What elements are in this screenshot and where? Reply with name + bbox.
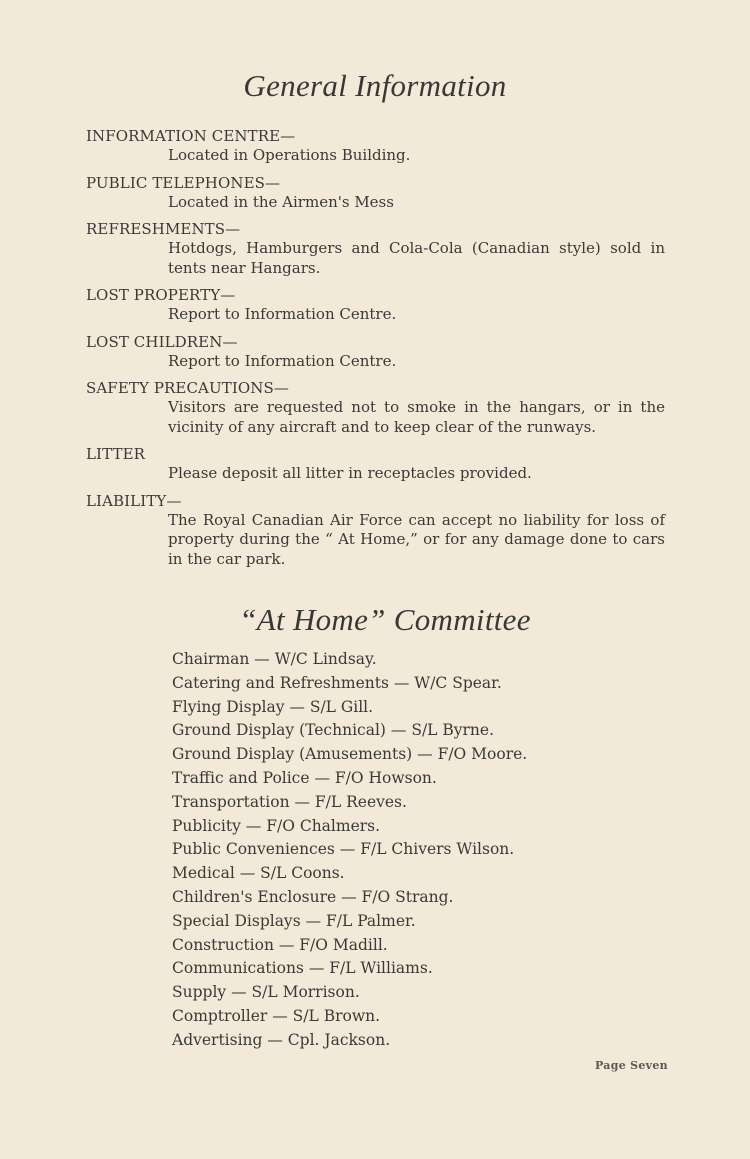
- section-heading: LITTER: [86, 445, 146, 463]
- info-section-information-centre: [86, 127, 686, 166]
- info-section-liability: [86, 492, 686, 570]
- committee-list: [172, 648, 672, 1053]
- committee-member: Publicity — F/O Chalmers.: [172, 816, 381, 835]
- committee-member: Construction — F/O Madill.: [172, 935, 388, 954]
- committee-member: Comptroller — S/L Brown.: [172, 1006, 381, 1025]
- info-section-safety-precautions: [86, 379, 686, 437]
- section-body: Hotdogs, Hamburgers and Cola-Cola (Canadian style) sold in tents near Hangars.: [168, 239, 665, 277]
- committee-member: Transportation — F/L Reeves.: [172, 792, 407, 811]
- section-body: Visitors are requested not to smoke in the hangars, or in the vicinity of any aircraft and to keep clear of the runways.: [168, 398, 665, 436]
- section-heading: SAFETY PRECAUTIONS—: [86, 379, 289, 397]
- committee-title: “At Home” Committee: [239, 602, 531, 637]
- general-information-list: [86, 127, 686, 577]
- committee-member: Special Displays — F/L Palmer.: [172, 911, 416, 930]
- info-section-public-telephones: [86, 174, 686, 213]
- section-heading: LOST CHILDREN—: [86, 332, 238, 351]
- section-heading: LIABILITY—: [86, 491, 182, 510]
- committee-member: Public Conveniences — F/L Chivers Wilson.: [172, 840, 515, 859]
- committee-member: Ground Display (Technical) — S/L Byrne.: [172, 721, 495, 740]
- section-body: Report to Information Centre.: [168, 305, 397, 323]
- section-body: Located in Operations Building.: [168, 146, 411, 164]
- committee-member: Flying Display — S/L Gill.: [172, 697, 374, 716]
- section-body: Please deposit all litter in receptacles provided.: [168, 464, 532, 482]
- section-heading: REFRESHMENTS—: [86, 220, 241, 238]
- section-body: Report to Information Centre.: [168, 351, 397, 370]
- committee-member: Medical — S/L Coons.: [172, 864, 345, 883]
- info-section-refreshments: [86, 220, 686, 278]
- info-section-litter: [86, 445, 686, 484]
- info-section-lost-children: [86, 333, 686, 372]
- info-section-lost-property: [86, 286, 686, 325]
- committee-member: Children's Enclosure — F/O Strang.: [172, 887, 454, 906]
- committee-member: Ground Display (Amusements) — F/O Moore.: [172, 745, 528, 764]
- committee-member: Chairman — W/C Lindsay.: [172, 650, 377, 668]
- section-heading: INFORMATION CENTRE—: [86, 127, 296, 145]
- committee-member: Traffic and Police — F/O Howson.: [172, 768, 437, 787]
- general-information-title: General Information: [243, 68, 507, 103]
- page-number: Page Seven: [595, 1059, 668, 1072]
- section-body: The Royal Canadian Air Force can accept no liability for loss of property during the “ At Home,” or for any damage done to cars in the car park.: [168, 510, 665, 568]
- section-body: Located in the Airmen's Mess: [168, 192, 394, 211]
- committee-member: Supply — S/L Morrison.: [172, 983, 360, 1002]
- section-heading: LOST PROPERTY—: [86, 286, 236, 304]
- committee-member: Advertising — Cpl. Jackson.: [172, 1030, 391, 1049]
- committee-member: Catering and Refreshments — W/C Spear.: [172, 673, 502, 692]
- section-heading: PUBLIC TELEPHONES—: [86, 173, 281, 192]
- committee-member: Communications — F/L Williams.: [172, 959, 433, 978]
